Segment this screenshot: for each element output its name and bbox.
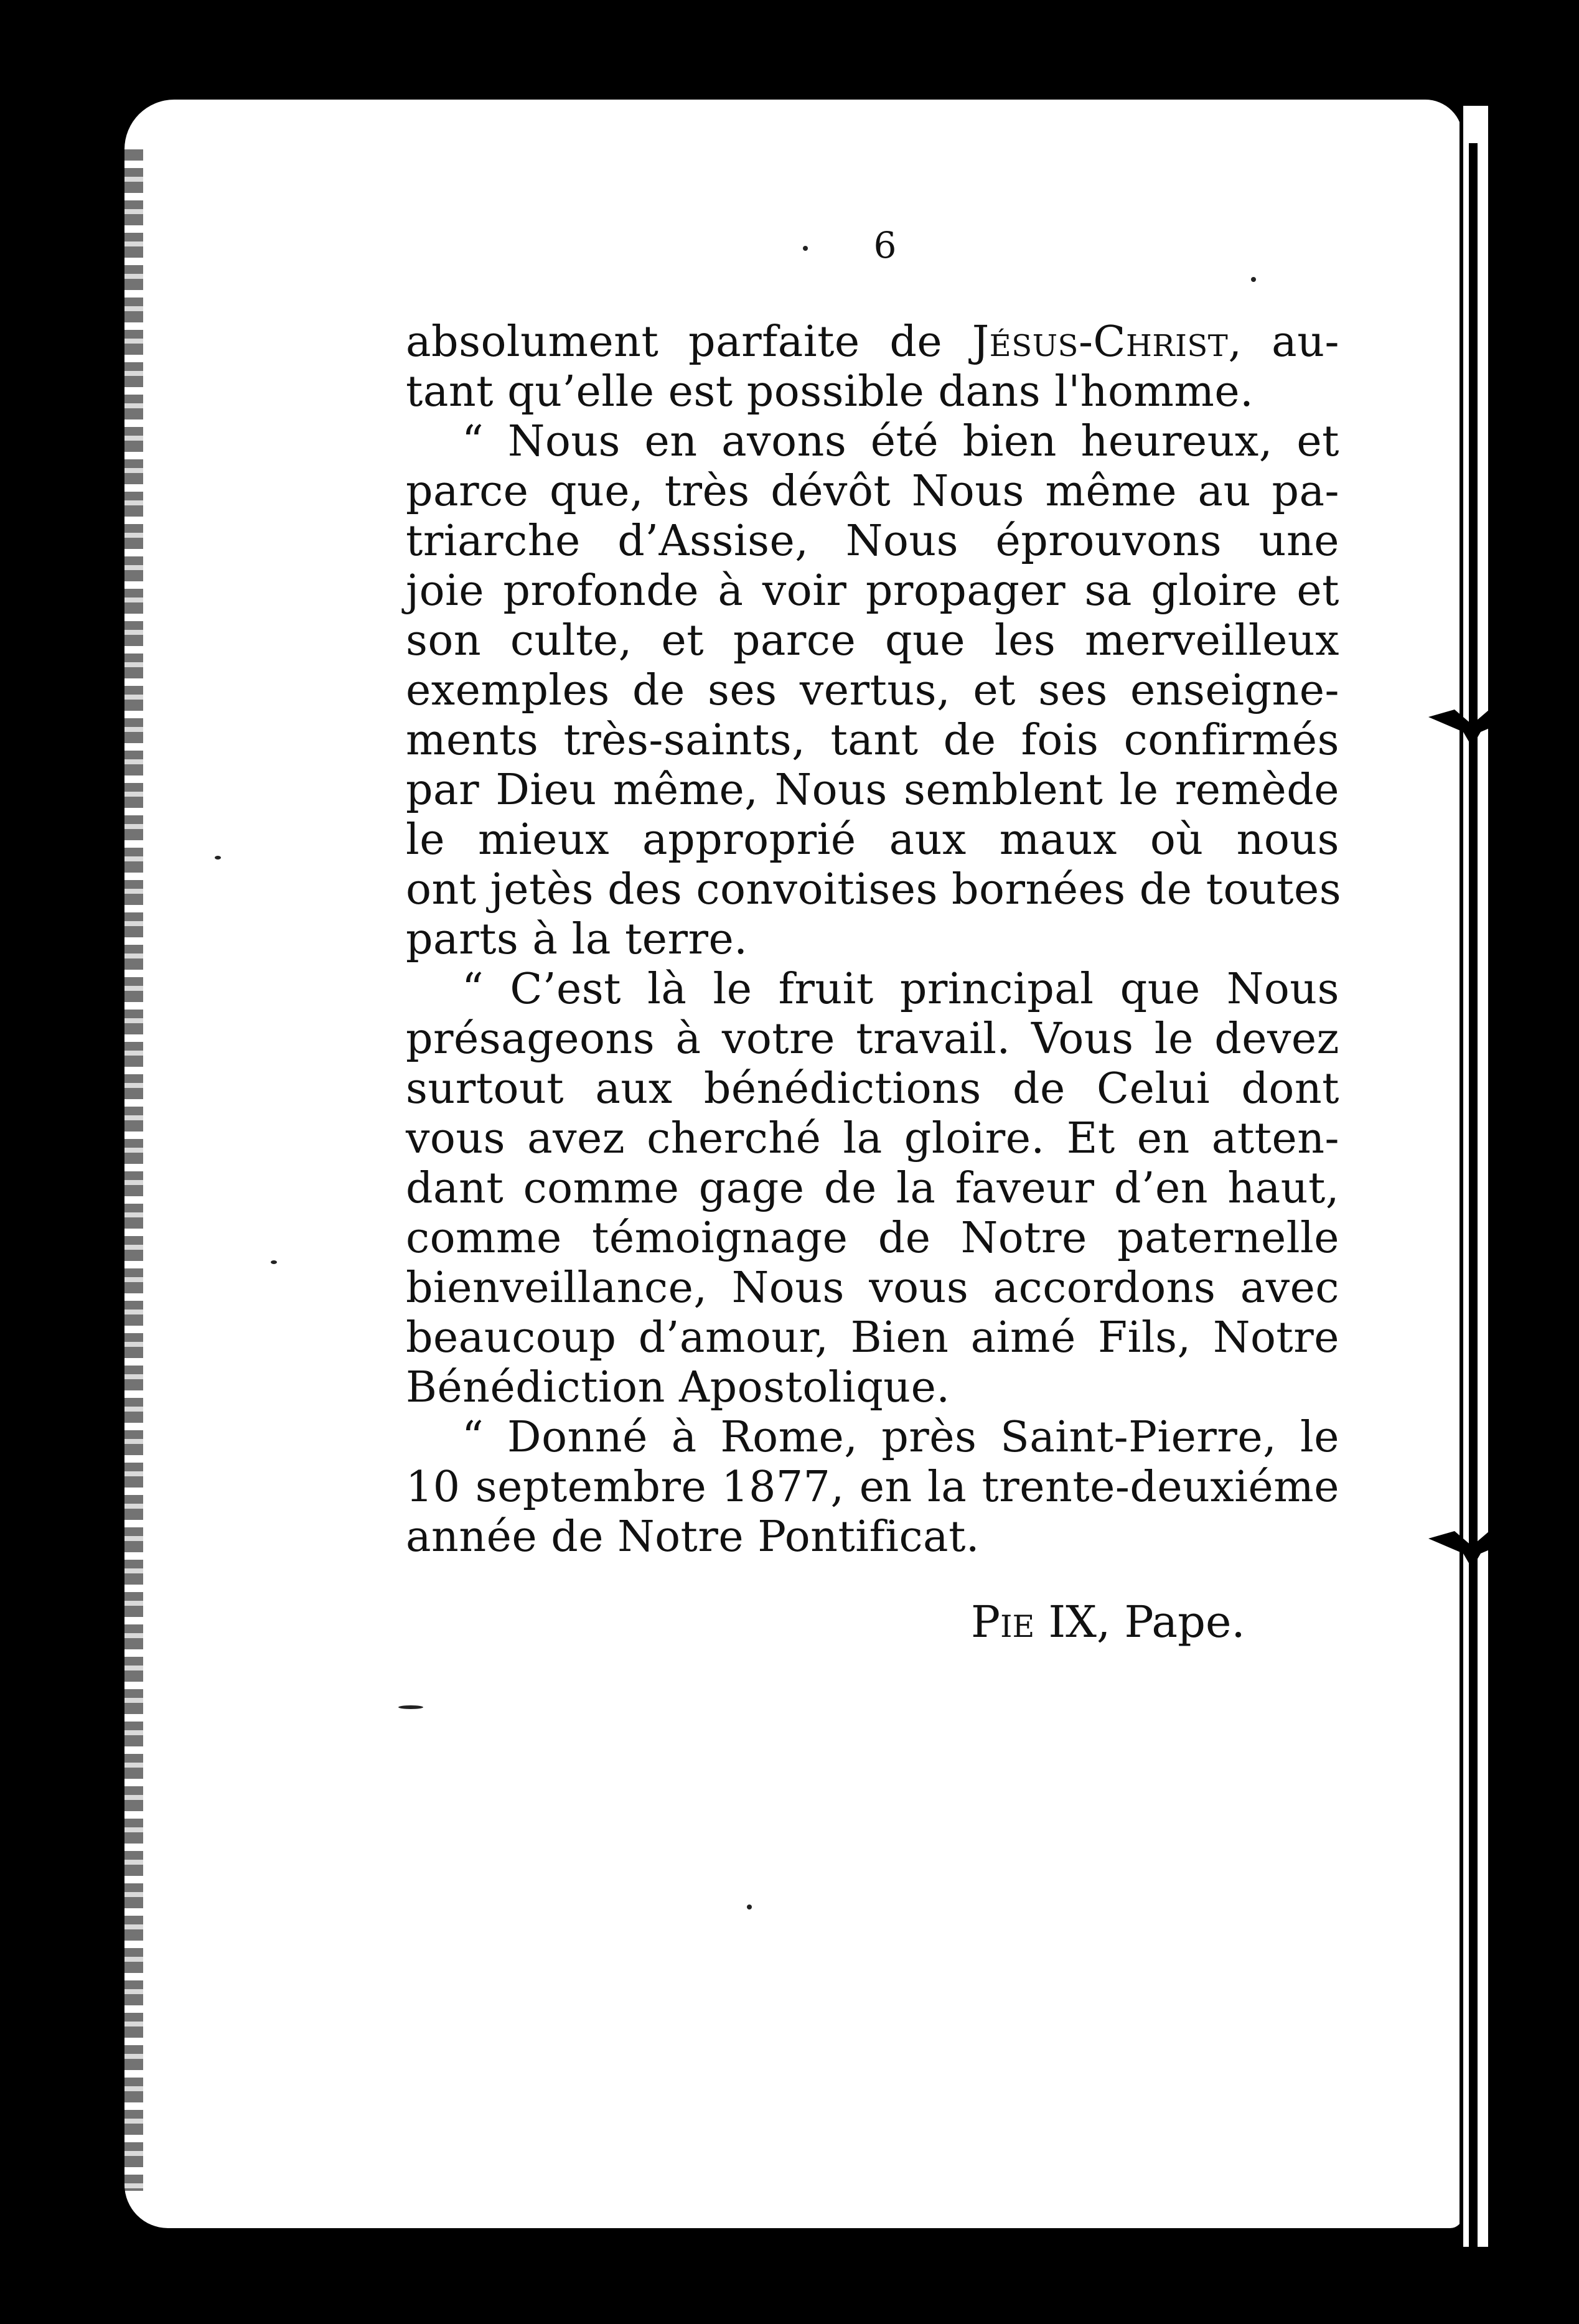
- text-line: [406, 566, 1339, 616]
- text-line: [406, 417, 1339, 467]
- signature-small-caps: Pie: [971, 1596, 1035, 1647]
- text-run: Bénédiction Apostolique.: [406, 1363, 950, 1412]
- text-line: [406, 1413, 1339, 1463]
- text-line: [406, 1313, 1339, 1363]
- text-run: tant qu’elle est possible dans l'homme.: [406, 367, 1254, 416]
- text-run: triarche d’Assise, Nous éprouvons une: [406, 517, 1339, 566]
- page-number: 6: [873, 224, 897, 266]
- text-run: année de Notre Pontificat.: [406, 1512, 980, 1562]
- text-run: , au-: [1228, 317, 1339, 367]
- text-line: [406, 716, 1339, 766]
- text-run: beaucoup d’amour, Bien aimé Fils, Notre: [406, 1313, 1339, 1362]
- paper-speck: [747, 1905, 752, 1909]
- signature: [971, 1596, 1245, 1647]
- text-run: dant comme gage de la faveur d’en haut,: [406, 1164, 1339, 1213]
- text-line: [406, 467, 1339, 517]
- body-text: [406, 317, 1342, 1562]
- paper-speck: [271, 1260, 277, 1264]
- text-line: [406, 1014, 1339, 1064]
- text-run: 10 septembre 1877, en la trente-deuxiéme: [406, 1463, 1339, 1512]
- text-line: [406, 1164, 1339, 1214]
- text-line: [406, 815, 1339, 865]
- text-line: [406, 317, 1339, 367]
- page-edge-left: [124, 149, 143, 2191]
- signature-rest: IX, Pape.: [1034, 1596, 1245, 1647]
- text-run: ments très-saints, tant de fois confirmés: [406, 716, 1339, 765]
- text-line: [406, 1512, 1339, 1562]
- text-run: “ C’est là le fruit principal que Nous: [462, 965, 1339, 1014]
- text-run: présageons à votre travail. Vous le devez: [406, 1014, 1339, 1064]
- text-line: [406, 1214, 1339, 1263]
- text-line: [406, 965, 1339, 1014]
- text-run: parts à la terre.: [406, 915, 748, 964]
- text-line: [406, 1363, 1339, 1413]
- text-line: [406, 1263, 1339, 1313]
- paper-speck: [215, 856, 221, 860]
- text-run: comme témoignage de Notre paternelle: [406, 1214, 1339, 1263]
- text-run: “ Donné à Rome, près Saint-Pierre, le: [462, 1413, 1339, 1462]
- text-line: [406, 766, 1339, 815]
- text-run: “ Nous en avons été bien heureux, et: [462, 417, 1339, 466]
- text-run: exemples de ses vertus, et ses enseigne-: [406, 666, 1339, 715]
- text-line: [406, 367, 1339, 417]
- text-line: [406, 1064, 1339, 1114]
- text-run: par Dieu même, Nous semblent le remède: [406, 766, 1339, 815]
- paper-speck: [1251, 277, 1256, 282]
- text-line: [406, 666, 1339, 716]
- text-run: vous avez cherché la gloire. Et en atten-: [406, 1114, 1339, 1163]
- spine-rule: [1469, 143, 1478, 2247]
- text-run: surtout aux bénédictions de Celui dont: [406, 1064, 1339, 1113]
- text-line: [406, 616, 1339, 666]
- text-run: son culte, et parce que les merveilleux: [406, 616, 1339, 665]
- text-line: [406, 1114, 1339, 1164]
- text-line: [406, 865, 1342, 915]
- text-run: joie profonde à voir propager sa gloire et: [406, 566, 1339, 616]
- text-line: [406, 915, 1339, 965]
- text-run-small-caps: Jésus-Christ: [972, 317, 1229, 367]
- text-line: [406, 517, 1339, 566]
- text-run: le mieux approprié aux maux où nous: [406, 815, 1339, 864]
- text-run: ont jetès des convoitises bornées de toutes: [406, 865, 1342, 914]
- paper-speck: [398, 1705, 423, 1709]
- text-line: [406, 1463, 1339, 1512]
- paper-speck: [803, 246, 808, 251]
- text-run: absolument parfaite de: [406, 317, 972, 367]
- text-run: parce que, très dévôt Nous même au pa-: [406, 467, 1339, 516]
- text-run: bienveillance, Nous vous accordons avec: [406, 1263, 1339, 1313]
